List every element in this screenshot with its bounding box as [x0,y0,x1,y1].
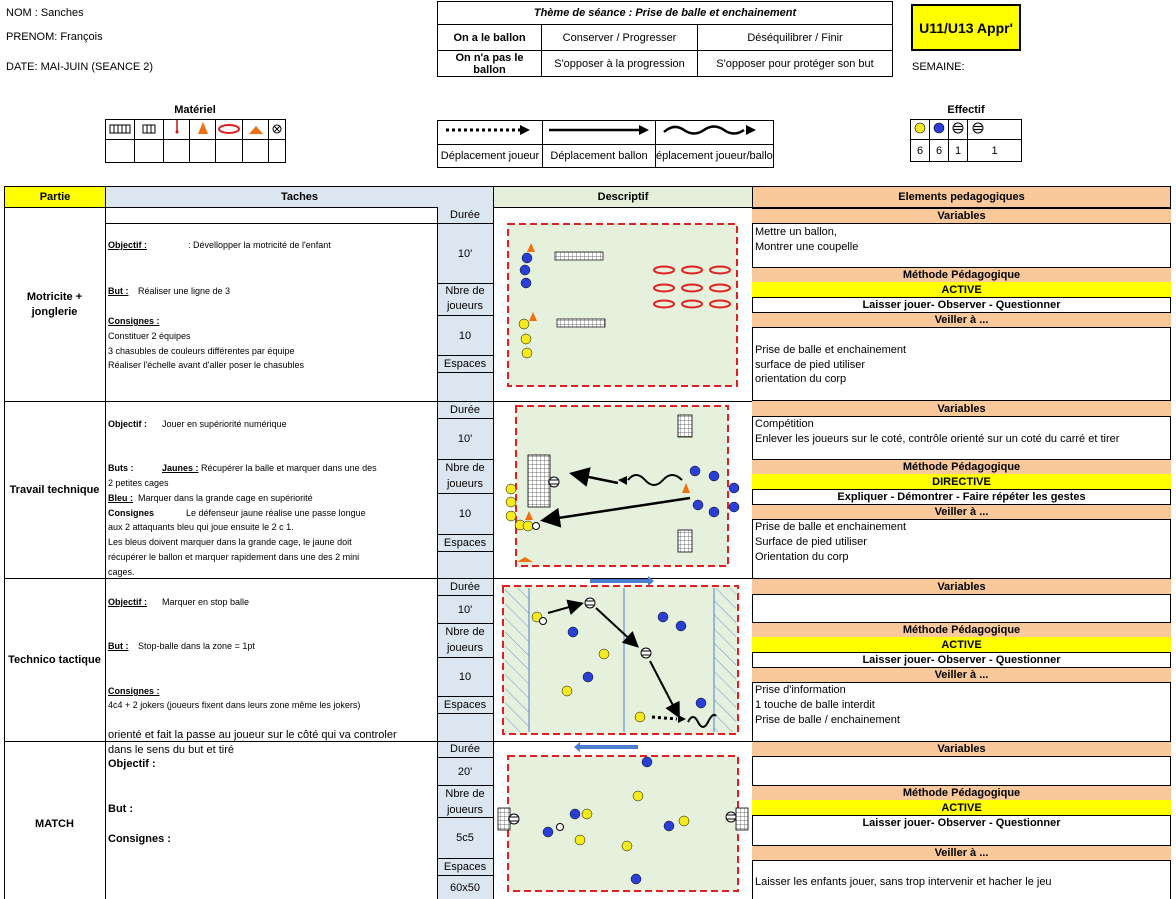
yellow-player [519,319,529,329]
blue-player [696,698,706,708]
diagram-technico-tactique [503,576,738,734]
s3-duree-value: 10' [457,604,473,616]
s1-variable-2: Montrer une coupelle [755,241,859,253]
blue-player [690,466,700,476]
ball [557,824,564,831]
s3-but: Stop-balle dans la zone = 1pt [138,641,255,651]
joker [585,598,595,608]
blue-player [521,278,531,288]
s2-consignes-label: Consignes [108,508,155,518]
s2-bleu-label: Bleu : [108,493,134,503]
col-descriptif-header: Descriptif [493,186,753,208]
s3-veiller-bar: Veiller à ... [752,667,1171,683]
s1-veiller-bar: Veiller à ... [752,312,1171,328]
blue-player [568,627,578,637]
s2-veiller-3: Orientation du corp [755,551,849,563]
s3-consigne-1: 4c4 + 2 jokers (joueurs fixent dans leurs zone même les jokers) [108,700,361,710]
s1-objectif-label: Objectif : [108,240,148,250]
ladder-bottom [557,319,605,327]
yellow-player [622,841,632,851]
s3-methode-desc: Laisser jouer- Observer - Questionner [862,654,1061,666]
s2-line2: 2 petites cages [108,478,169,488]
s4-methode-value: ACTIVE [752,800,1171,816]
theme-title: Thème de séance : Prise de balle et enchainement [438,2,893,25]
s2-veiller-2: Surface de pied utiliser [755,536,867,548]
s1-methode-bar: Méthode Pédagogique [752,267,1171,283]
yellow-player [582,809,592,819]
s4-variables-bar: Variables [752,741,1171,757]
yellow-player [635,712,645,722]
yellow-player [506,497,516,507]
yellow-player [506,484,516,494]
s3-variables-bar: Variables [752,578,1171,595]
joker [549,477,559,487]
s3-objectif: Marquer en stop balle [162,597,250,607]
s3-methode-value: ACTIVE [752,637,1171,653]
s1-veiller-1: Prise de balle et enchainement [755,344,907,356]
blue-player [729,483,739,493]
goal-right [736,808,748,830]
s4-joueurs-label: joueurs [446,804,484,816]
count-joker: 1 [949,140,968,162]
s2-jaunes: Récupérer la balle et marquer dans une des [201,463,377,473]
s3-but-label: But : [108,641,129,651]
blue-player [676,621,686,631]
ladder-top [555,252,603,260]
s1-consigne-2: 3 chasubles de couleurs différentes par équipe [108,346,295,356]
goalkeeper [509,814,519,824]
category-badge: U11/U13 Appr' [911,4,1021,51]
prenom-label: PRENOM: François [6,31,103,43]
s1-veiller-3: orientation du corp [755,373,847,385]
s2-consigne-3: Les bleus doivent marquer dans la grande cage, le jaune doit [108,537,352,547]
s2-bleu: Marquer dans la grande cage en supériorité [138,493,313,503]
blue-player [729,502,739,512]
count-coach: 1 [968,140,1022,162]
nom-label: NOM : Sanches [6,7,84,19]
s1-partie-line2: jonglerie [31,306,78,318]
s2-buts-label: Buts : [108,463,134,473]
count-yellow: 6 [911,140,930,162]
blue-player [583,672,593,682]
s1-espaces-label: Espaces [443,358,487,370]
s1-consigne-3: Réaliser l'échelle avant d'aller poser le chasubles [108,360,305,370]
blue-player [709,471,719,481]
s2-espaces-label: Espaces [443,537,487,549]
s2-methode-desc: Expliquer - Démontrer - Faire répéter les gestes [837,491,1086,503]
s4-duree-value: 20' [457,766,473,778]
mini-goal-top [678,415,692,437]
blue-player [631,874,641,884]
s4-methode-desc: Laisser jouer- Observer - Questionner [862,817,1061,829]
s1-nbre-label: Nbre de [445,285,485,297]
s4-consignes-label: Consignes : [108,833,171,845]
s2-methode-bar: Méthode Pédagogique [752,459,1171,475]
effectif-title: Effectif [947,104,985,116]
s3-methode-bar: Méthode Pédagogique [752,622,1171,638]
s1-duree-value: 10' [457,248,473,260]
s4-espaces-value: 60x50 [450,882,480,894]
s4-veiller-1: Laisser les enfants jouer, sans trop intervenir et hacher le jeu [755,876,1052,888]
yellow-player [679,816,689,826]
s3-objectif-label: Objectif : [108,597,148,607]
s4-but-label: But : [108,803,134,815]
yellow-player [506,511,516,521]
ball [540,618,547,625]
s1-duree-label: Durée [437,207,493,224]
s1-but-label: But : [108,286,129,296]
s2-consigne-5: cages. [108,567,135,577]
left-zone [505,588,529,732]
s2-duree-value: 10' [457,433,473,445]
s1-consigne-1: Constituer 2 équipes [108,331,191,341]
s3-veiller-1: Prise d'information [755,684,846,696]
yellow-player [599,649,609,659]
diagram-match [498,742,748,891]
yellow-player [633,791,643,801]
s1-methode-desc: Laisser jouer- Observer - Questionner [862,299,1061,311]
blue-player [658,612,668,622]
s4-veiller-bar: Veiller à ... [752,845,1171,861]
joker [641,648,651,658]
semaine-label: SEMAINE: [912,61,965,73]
blue-player [709,507,719,517]
s2-joueurs-value: 10 [458,508,472,520]
on-a-le-ballon: On a le ballon [438,25,542,51]
s3-duree-label: Durée [437,579,493,596]
s3-veiller-2: 1 touche de balle interdit [755,699,875,711]
s2-duree-label: Durée [437,402,493,419]
goal-left [498,808,510,830]
s3-nbre-label: Nbre de [445,626,485,638]
s2-variables-bar: Variables [752,400,1171,417]
blue-player [693,500,703,510]
s2-objectif-label: Objectif : [108,419,148,429]
s2-consigne-4: récupérer le ballon et marquer rapidement dans une des 2 mini [108,552,360,562]
s2-joueurs-label: joueurs [446,478,484,490]
s2-objectif: Jouer en supériorité numérique [162,419,287,429]
date-label: DATE: MAI-JUIN (SEANCE 2) [6,61,154,73]
s4-nbre-label: Nbre de [445,788,485,800]
s4-duree-label: Durée [437,741,493,758]
direction-bar [580,745,638,749]
desequilibrer-finir: Déséquilibrer / Finir [698,25,893,51]
s2-veiller-bar: Veiller à ... [752,504,1171,520]
sopposer-progression: S'opposer à la progression [542,51,698,77]
s3-consignes-label: Consignes : [108,686,160,696]
s4-partie: MATCH [35,818,74,830]
yellow-player [575,835,585,845]
yellow-player [521,334,531,344]
s1-consignes-label: Consignes : [108,316,160,326]
s2-jaunes-label: Jaunes : [162,463,199,473]
s3-joueurs-value: 10 [458,671,472,683]
s2-partie: Travail technique [9,484,100,496]
s3-espaces-label: Espaces [443,699,487,711]
s3-extra-2: dans le sens du but et tiré [108,744,234,756]
yellow-player [523,521,533,531]
goalkeeper [726,812,736,822]
blue-player [543,827,553,837]
s1-methode-value: ACTIVE [752,282,1171,298]
s4-joueurs-value: 5c5 [456,832,474,844]
yellow-player [562,686,572,696]
blue-player [520,265,530,275]
s2-nbre-label: Nbre de [445,462,485,474]
s4-objectif-label: Objectif : [108,758,156,770]
s4-espaces-label: Espaces [443,861,487,873]
sopposer-proteger: S'opposer pour protéger son but [698,51,893,77]
diagram-motricite [508,224,737,386]
ball [533,523,540,530]
s3-partie: Technico tactique [8,654,101,666]
s3-veiller-3: Prise de balle / enchainement [755,714,900,726]
mini-goal-bottom [678,530,692,552]
materiel-title: Matériel [174,104,216,116]
blue-player [522,253,532,263]
s1-objectif: : Dévellopper la motricité de l'enfant [188,240,331,250]
legend-joueur: Déplacement joueur [438,145,543,168]
legend-joueur-ballon: éplacement joueur/ballo [656,145,774,168]
s3-joueurs-label: joueurs [446,642,484,654]
diagram-travail-technique [506,406,739,566]
conserver-progresser: Conserver / Progresser [542,25,698,51]
blue-player [570,809,580,819]
on-na-pas-le-ballon: On n'a pas le ballon [438,51,542,77]
s1-joueurs-label: joueurs [446,300,484,312]
legend-ballon: Déplacement ballon [543,145,656,168]
big-goal [528,455,550,507]
s2-variable-1: Compétition [755,418,814,430]
col-taches-header: Taches [105,186,494,208]
s1-partie-line1: Motricite + [26,291,83,303]
s4-methode-bar: Méthode Pédagogique [752,785,1171,801]
direction-bar [590,579,648,583]
right-zone [714,588,736,732]
s1-veiller-2: surface de pied utiliser [755,359,866,371]
count-blue: 6 [930,140,949,162]
s1-variables-bar: Variables [752,208,1171,224]
yellow-player [522,348,532,358]
col-elements-header: Elements pedagogiques [752,186,1171,208]
s1-joueurs-value: 10 [458,330,472,342]
s2-consignes-1: Le défenseur jaune réalise une passe longue [186,508,366,518]
s2-methode-value: DIRECTIVE [752,474,1171,490]
s3-extra-1: orienté et fait la passe au joueur sur le côté qui va controler [108,729,397,741]
s1-but: Réaliser une ligne de 3 [138,286,231,296]
blue-player [642,757,652,767]
s1-variable-1: Mettre un ballon, [755,226,837,238]
s2-veiller-1: Prise de balle et enchainement [755,521,907,533]
s2-consigne-2: aux 2 attaquants bleu qui joue ensuite le 2 c 1. [108,522,294,532]
col-partie-header: Partie [4,186,106,208]
blue-player [664,821,674,831]
s2-variable-2: Enlever les joueurs sur le coté, contrôle orienté sur un coté du carré et tirer [755,433,1120,445]
